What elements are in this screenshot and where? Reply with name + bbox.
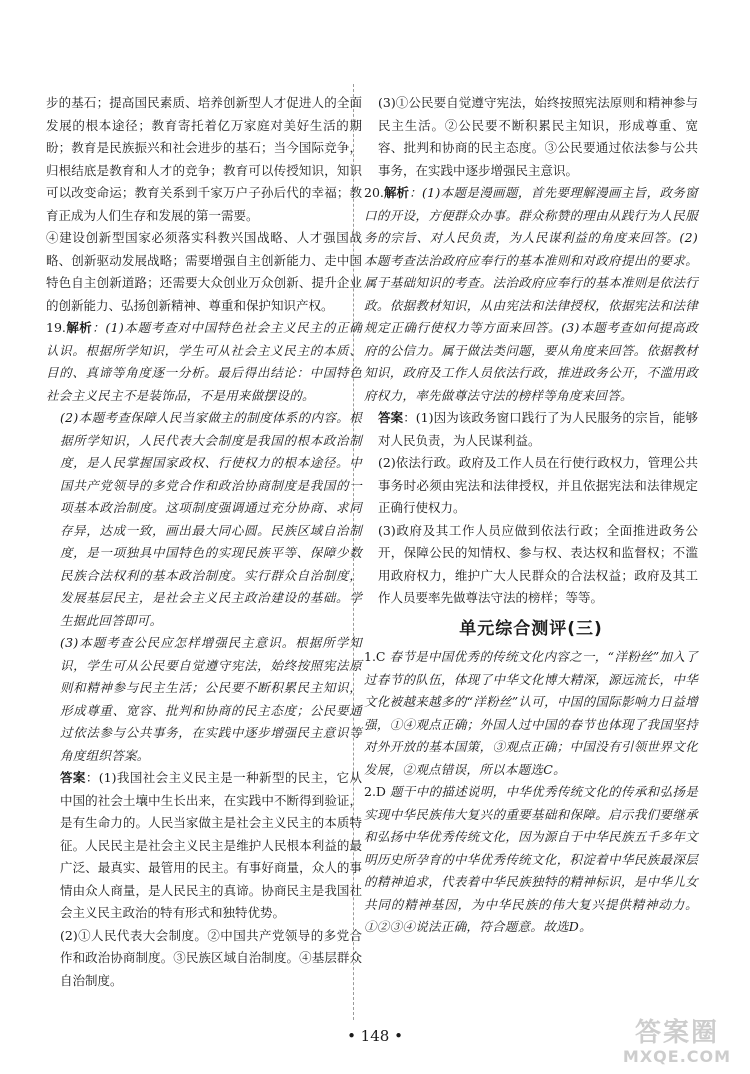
analysis-text: ：(1)本题考查对中国特色社会主义民主的正确认识。根据所学知识，学生可从社会主义民主的本质、目的、真谛等角度逐一分析。最后得出结论：中国特色社会主义民主不是装饰品，不是用来做摆设的。 bbox=[46, 320, 362, 403]
watermark-bottom-text: MXQE.COM bbox=[622, 1047, 732, 1066]
answer-text: ：(1)我国社会主义民主是一种新型的民主，它从中国的社会土壤中生长出来，在实践中不断得到验证，是有生命力的。人民当家做主是社会主义民主的本质特征。人民民主是社会主义民主是维护人民根本利益的最广泛、最真实、最管用的民主。有事好商量，众人的事情由众人商量，是人民民主的真谛。协商民主是我国社会主义民主政治的特有形式和独特优势。 bbox=[60, 770, 362, 920]
right-column bbox=[364, 92, 698, 939]
analysis-text: ：(1)本题是漫画题，首先要理解漫画主旨，政务窗口的开设，方便群众办事。群众称赞的理由从践行为人民服务的宗旨、对人民负责，为人民谋利益的角度来回答。(2)本题考查法治政府应奉行的基本准则和对政府提出的要求。属于基础知识的考查。法治政府应奉行的基本准则是依法行政。依据教材知识，从由宪法和法律授权，依据宪法和法律规定正确行使权力等方面来回答。(3)本题考查如何提高政府的公信力。属于做法类问题，要从角度来回答。依据教材知识，政府及工作人员依法行政，推进政务公开，不滥用政府权力，率先做尊法守法的榜样等角度来回答。 bbox=[364, 185, 698, 403]
analysis-label: 解析 bbox=[383, 185, 410, 200]
watermark-top-text: 答案圈 bbox=[634, 1018, 719, 1048]
question-number: 2.D bbox=[364, 784, 386, 799]
question-20 bbox=[364, 182, 698, 610]
answer-text: (2)依法行政。政府及工作人员在行使行政权力，管理公共事务时必须由宪法和法律授权，并且依据宪法和法律规定正确行使权力。 bbox=[378, 455, 698, 515]
section-title: 单元综合测评(三) bbox=[459, 618, 603, 639]
question-number: 19. bbox=[46, 320, 66, 335]
continued-paragraph: (3)①公民要自觉遵守宪法，始终按照宪法原则和精神参与民主生活。②公民要不断积累民主知识，形成尊重、宽容、批判和协商的民主态度。③公民要通过依法参与公共事务，在实践中逐步增强民主意识。 bbox=[378, 95, 698, 178]
question-text: 题干中的描述说明，中华优秀传统文化的传承和弘扬是实现中华民族伟大复兴的重要基础和保障。启示我们要继承和弘扬中华优秀传统文化，因为源自于中华民族五千多年文明历史所孕育的中华优秀传统文化，积淀着中华民族最深层的精神追求，代表着中华民族独特的精神标识，是中华儿女共同的精神基因，为中华民族的伟大复兴提供精神动力。①②③④说法正确，符合题意。故选D。 bbox=[364, 784, 698, 934]
answer-label: 答案 bbox=[60, 770, 86, 785]
answer-text: (2)①人民代表大会制度。②中国共产党领导的多党合作和政治协商制度。③民族区域自治制度。④基层群众自治制度。 bbox=[60, 927, 362, 988]
answer-label: 答案 bbox=[378, 410, 404, 425]
analysis-text: (3)本题考查公民应怎样增强民主意识。根据所学知识，学生可从公民要自觉遵守宪法，始终按照宪法原则和精神参与民主生活；公民要不断积累民主知识，形成尊重、宽容、批判和协商的民主态度；公民要通过依法参与公共事务，在实践中逐步增强民主意识等角度组织答案。 bbox=[60, 635, 362, 763]
question-number: 1.C bbox=[364, 649, 386, 664]
question-number: 20. bbox=[364, 185, 384, 200]
answer-text: (3)政府及其工作人员应做到依法行政；全面推进政务公开，保障公民的知情权、参与权、表达权和监督权；不滥用政府权力，维护广大人民群众的合法权益；政府及其工作人员要率先做尊法守法的榜样；等等。 bbox=[378, 522, 698, 605]
question-19 bbox=[46, 317, 362, 992]
analysis-text: (2)本题考查保障人民当家做主的制度体系的内容。根据所学知识，人民代表大会制度是我国的根本政治制度，是人民掌握国家政权、行使权力的根本途径。中国共产党领导的多党合作和政治协商制度是我国的一项基本政治制度。这项制度强调通过充分协商、求同存异，达成一致，画出最大同心圆。民族区域自治制度，是一项独具中国特色的实现民族平等、保障少数民族合法权利的基本政治制度。实行群众自治制度，发展基层民主，是社会主义民主政治建设的基础。学生据此回答即可。 bbox=[60, 410, 362, 628]
page-number: • 148 • bbox=[347, 1027, 403, 1045]
answer-text: ：(1)因为该政务窗口践行了为人民服务的宗旨，能够对人民负责，为人民谋利益。 bbox=[378, 410, 698, 448]
watermark-logo bbox=[612, 1018, 742, 1070]
continued-paragraph-2: ④建设创新型国家必须落实科教兴国战略、人才强国战略、创新驱动发展战略；需要增强自主创新能力、走中国特色自主创新道路；还需要大众创业万众创新、提升企业的创新能力、弘扬创新精神、尊重和保护知识产权。 bbox=[46, 230, 362, 313]
left-column bbox=[46, 92, 362, 992]
continued-paragraph-1: 步的基石；提高国民素质、培养创新型人才促进人的全面发展的根本途径；教育寄托着亿万家庭对美好生活的期盼；教育是民族振兴和社会进步的基石；当今国际竞争，归根结底是教育和人才的竞争；教育可以传授知识，知识可以改变命运；教育关系到千家万户子孙后代的幸福；教育正成为人们生存和发展的第一需要。 bbox=[46, 95, 362, 223]
analysis-label: 解析 bbox=[65, 320, 93, 335]
question-2 bbox=[364, 781, 698, 939]
question-text: 春节是中国优秀的传统文化内容之一，“洋粉丝”加入了过春节的队伍，体现了中华文化博大精深，源远流长，中华文化被越来越多的“洋粉丝”认可，中国的国际影响力日益增强，①④观点正确；外国人过中国的春节也体现了我国坚持对外开放的基本国策，③观点正确；中国没有引领世界文化发展，②观点错误，所以本题选C。 bbox=[364, 649, 698, 777]
question-1 bbox=[364, 646, 698, 781]
